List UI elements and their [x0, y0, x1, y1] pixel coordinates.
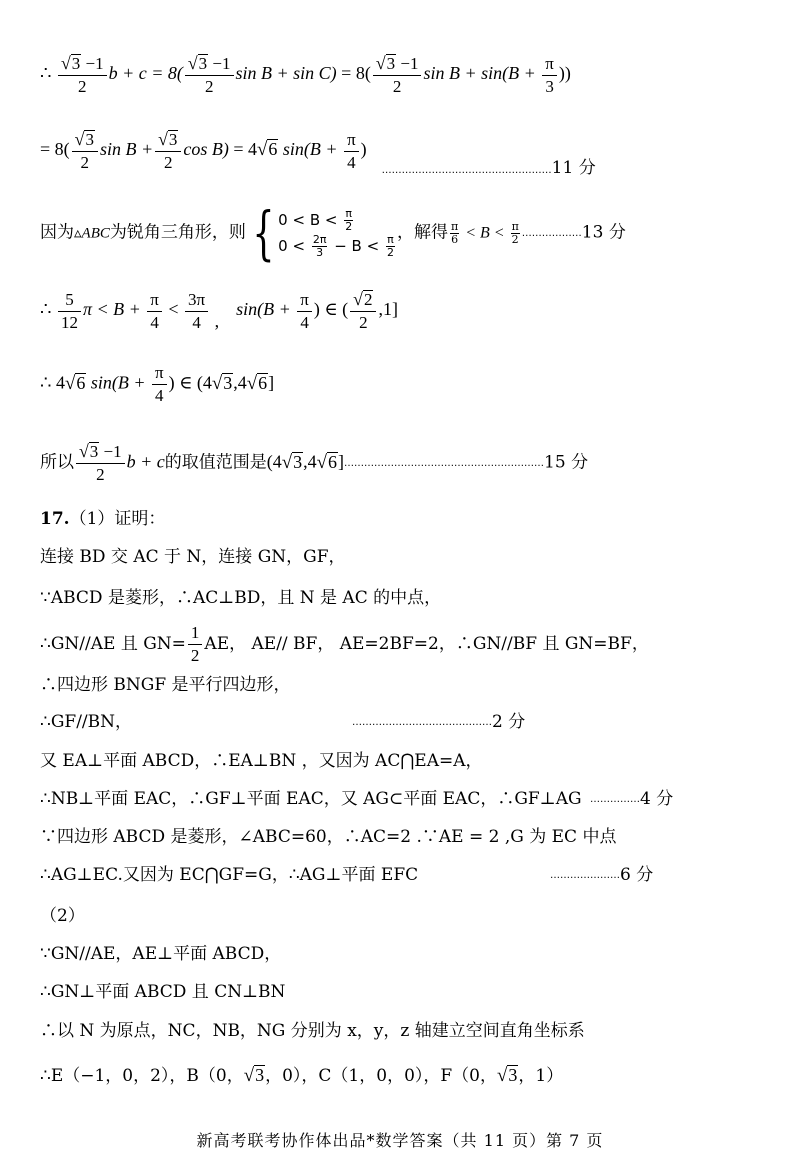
text-line: ∴GN//AE 且 GN= $\frac{1}{2}$ AE， AE// BF， AE=2BF=2，∴GN//BF 且 GN=BF，: [40, 623, 649, 665]
eq-line-6: 所以 $\frac{√3 -1}{2}$ b + c的取值范围是(4√3,4√6]……………………………………………………15 分: [40, 441, 589, 484]
text-line: ∵ABCD 是菱形，∴AC⊥BD，且 N 是 AC 的中点，: [40, 588, 442, 608]
text-line: ∴GF//BN，: [40, 712, 133, 732]
text-line: ∴以 N 为原点，NC，NB，NG 分别为 x，y，z 轴建立空间直角坐标系: [40, 1021, 585, 1041]
expr-text: cos B): [183, 139, 229, 160]
expr-text: sin(B +: [282, 139, 343, 160]
expr-text: sin B + sin(B +: [423, 63, 541, 84]
text-line: （2）: [40, 906, 85, 926]
triangle-label: ▵ABC: [74, 225, 110, 242]
problem-17-heading: 17.（1）证明：: [40, 509, 166, 529]
score-line: [550, 864, 653, 887]
fraction: $\frac{√3}{2}$: [155, 128, 181, 174]
expr-text: sin B + sin C): [235, 63, 337, 84]
dot-leader: ………………: [521, 227, 582, 239]
score-label: 13 分: [581, 222, 626, 243]
text-line: ∴GN⊥平面 ABCD 且 CN⊥BN: [40, 982, 286, 1002]
score-label: 15 分: [544, 452, 589, 473]
text-line: ∴NB⊥平面 EAC，∴GF⊥平面 EAC，又 AG⊂平面 EAC，∴GF⊥AG: [40, 789, 582, 809]
eq-line-2: = 8( $\frac{√3}{2}$ sin B + $\frac{√3}{2}$ cos B) = 4√6 sin(B + $\frac{\pi}{4}$ ) ……………………………………………11 分: [40, 128, 596, 182]
expr-text: b + c = 8(: [108, 63, 183, 84]
brace-icon: {: [252, 199, 275, 267]
fraction: $\frac{√3 -1}{2}$: [185, 52, 234, 98]
score-line: [590, 788, 673, 811]
fraction: $\frac{√3}{2}$: [72, 128, 98, 174]
fraction: $\frac{√3 -1}{2}$: [373, 52, 422, 98]
eq-line-3: 因为▵ABC为锐角三角形，则 { 0 < B < $\frac{\pi}{2}$ 0 < $\frac{2\pi}{3}$ − B < $\frac{\pi}{2}$ ，解得 $\frac{\pi}{6}$ < B < $\frac{\pi}{2}$ ………………13 分: [40, 199, 626, 267]
eq-line-1: ∴ $\frac{√3 -1}{2}$ b + c = 8( $\frac{√3 -1}{2}$ sin B + sin C) = 8( $\frac{√3 -1}{2}$ sin B + sin(B + $\frac{\pi}{3}$ )): [40, 53, 571, 96]
dot-leader: ……………………………………: [352, 717, 492, 728]
inequality-system: { 0 < B < $\frac{\pi}{2}$ 0 < $\frac{2\pi}{3}$ − B < $\frac{\pi}{2}$: [252, 199, 394, 267]
eq-line-5: ∴ 4√6 sin(B + $\frac{\pi}{4}$ ) ∈ (4√3,4√6]: [40, 363, 275, 405]
text-line: ∴E（−1，0，2），B（0，√3，0），C（1，0，0），F（0，√3，1）: [40, 1065, 564, 1086]
eq-line-4: ∴ $\frac{5}{12}$ π < B + $\frac{\pi}{4}$ < $\frac{3\pi}{4}$ , sin(B + $\frac{\pi}{4}$ ) ∈ ( $\frac{√2}{2}$ ,1]: [40, 289, 398, 332]
therefore-symbol: ∴: [40, 63, 52, 84]
score-line: [352, 711, 525, 734]
score-label: 4 分: [640, 789, 674, 809]
page-footer: 新高考联考协作体出品*数学答案（共 11 页）第 7 页: [196, 1131, 604, 1150]
fraction: $\frac{√3 -1}{2}$: [58, 52, 107, 98]
score-label: 11 分: [551, 158, 596, 179]
text-line: ∴AG⊥EC.又因为 EC⋂GF=G，∴AG⊥平面 EFC: [40, 865, 419, 885]
text-line: 又 EA⊥平面 ABCD，∴EA⊥BN ，又因为 AC⋂EA=A，: [40, 751, 483, 771]
fraction: $\frac{\pi}{3}$: [542, 53, 557, 98]
score-label: 6 分: [620, 865, 654, 885]
fraction: $\frac{\pi}{4}$: [344, 129, 359, 174]
text-line: ∵四边形 ABCD 是菱形，∠ABC=60，∴AC=2 .∵AE = 2 ,G 为 EC 中点: [40, 827, 617, 847]
expr-text: sin B +: [99, 139, 154, 160]
text-line: 连接 BD 交 AC 于 N，连接 GN，GF，: [40, 547, 346, 567]
score-label: 2 分: [492, 712, 526, 732]
dot-leader: ……………: [590, 794, 640, 805]
dot-leader: ……………………………………………: [381, 165, 552, 177]
text-line: ∵GN//AE，AE⊥平面 ABCD，: [40, 944, 282, 964]
dot-leader: ……………………………………………………: [344, 457, 545, 469]
dot-leader: …………………: [550, 870, 620, 881]
text-line: ∴四边形 BNGF 是平行四边形，: [40, 675, 291, 695]
